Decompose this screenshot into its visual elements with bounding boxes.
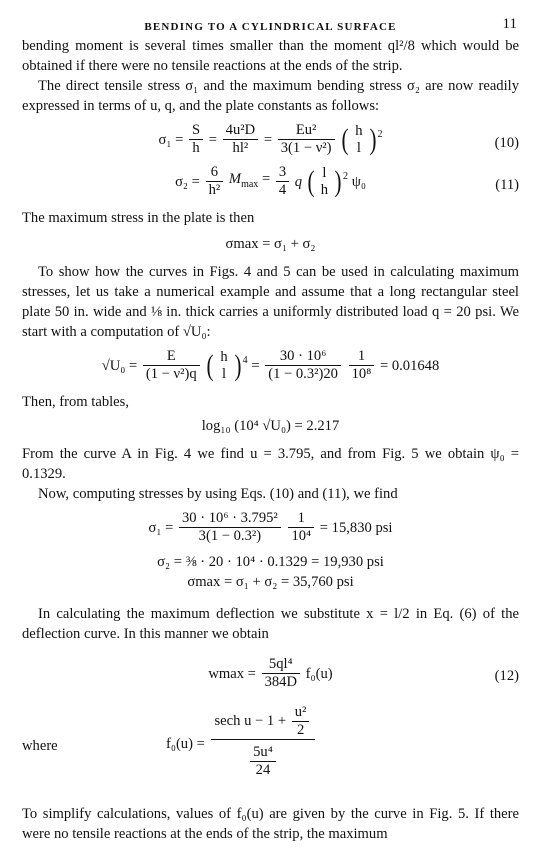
page-number: 11 <box>502 16 517 32</box>
equation-sigma-max: σmax = σ₁ + σ₂ <box>225 236 316 252</box>
paragraph-8: In calculating the maximum deflection we substitute x = l/2 in Eq. (6) of the deflection curve. In this manner we obtain <box>22 606 519 642</box>
paragraph-6: From the curve A in Fig. 4 we find u = 3.795, and from Fig. 5 we obtain ψ₀ = 0.1329. <box>22 446 519 482</box>
equation-log: log₁₀ (10⁴ √U₀) = 2.217 <box>201 418 340 434</box>
equation-sigma2-value: σ₂ = ⅜ · 20 · 10⁴ · 0.1329 = 19,930 psi <box>157 554 384 570</box>
equation-12: wmax = $\frac{\text{5ql⁴}}{384D}$ f₀(u) (12) <box>208 656 519 690</box>
paragraph-3: The maximum stress in the plate is then <box>22 210 255 226</box>
page <box>22 14 519 844</box>
header-title: BENDING TO A CYLINDRICAL SURFACE <box>144 21 397 33</box>
paragraph-5: Then, from tables, <box>22 394 129 410</box>
equation-sigma1-value: σ₁ = $\frac{\text{30 · 10⁶ · 3.795²}}{\text{3(1 − 0.3²)}}$ $\frac{1}{\text{10⁴}}$ = 15,830 psi <box>148 510 393 544</box>
equation-10: σ₁ = $\frac{S}{h}$ = $\frac{\text{4u²D}}{\text{hl²}}$ = $\frac{\text{Eu²}}{\text{3(1 − ν²)}}$ ( h l ) $^2$ (10) <box>158 122 519 156</box>
equation-number-11: (11) <box>495 177 519 193</box>
paragraph-9: To simplify calculations, values of f₀(u) are given by the curve in Fig. 5. If there were no tensile reactions at the ends of the strip, the maximum <box>22 806 519 842</box>
equation-number-10: (10) <box>494 135 519 151</box>
paragraph-7: Now, computing stresses by using Eqs. (10) and (11), we find <box>38 486 398 502</box>
equation-sigmamax-value: σmax = σ₁ + σ₂ = 35,760 psi <box>187 574 354 590</box>
where-label: where <box>22 738 58 754</box>
equation-11: σ₂ = $\frac{6}{\text{h²}}$ $M_{max}$ = $\frac{3}{4}$ q ( l h ) $^2$ ψ₀ (11) <box>175 164 519 198</box>
paragraph-2: The direct tensile stress σ₁ and the maximum bending stress σ₂ are now readily expressed in terms of u, q, and the plate constants as follows: <box>22 78 519 114</box>
paragraph-1: bending moment is several times smaller than the moment ql²/8 which would be obtained if there were no tensile reactions at the ends of the strip. <box>22 38 519 74</box>
running-header <box>22 14 519 36</box>
paragraph-4: To show how the curves in Figs. 4 and 5 can be used in calculating maximum stresses, let us take a numerical example and assume that a long rectangular steel plate 50 in. wide and ⅛ in. thick carries a uniformly distributed load q = 20 psi. We start with a computation of √U₀: <box>22 264 519 340</box>
equation-u0: √U₀ = $\frac{E}{\text{(1 − ν²)q}}$ ( h l ) $^4$ = $\frac{\text{30 · 10⁶}}{\text{(1 − 0.3²)20}}$ $\frac{1}{\text{10⁸}}$ = 0.01648 <box>101 348 440 382</box>
f0-definition: f₀(u) = sech u − 1 + $\frac{\text{u²}}{2}$ $\frac{\text{5u⁴}}{24}$ <box>166 704 317 779</box>
equation-number-12: (12) <box>494 668 519 684</box>
where-definition <box>22 704 519 790</box>
